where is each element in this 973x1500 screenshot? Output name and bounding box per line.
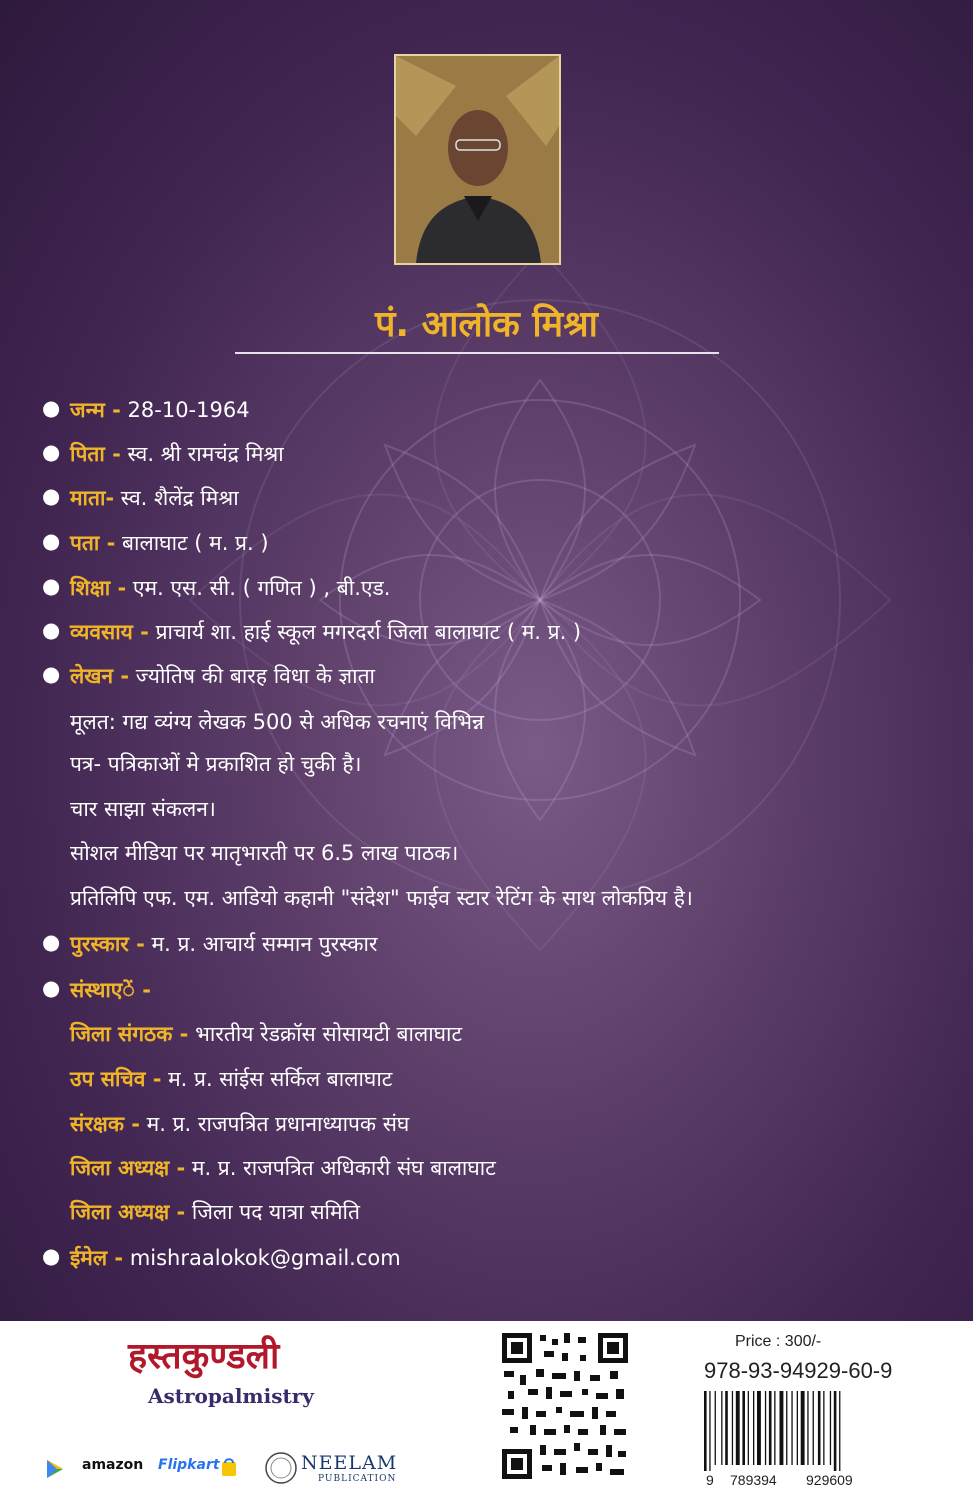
bullet-icon: ● [42,574,61,598]
institution-label: संरक्षक - [70,1112,140,1136]
barcode-bar [797,1391,798,1465]
writing-line: पत्र- पत्रिकाओं मे प्रकाशित हो चुकी है। [70,752,362,776]
barcode-digits-left: 789394 [730,1472,777,1488]
bio-label: लेखन - [70,664,130,688]
bio-item-institutions [42,976,151,1004]
barcode-bar [742,1391,745,1465]
bio-value: 28-10-1964 [120,398,250,422]
barcode-bar [732,1391,733,1465]
bio-item-birth [42,396,250,424]
barcode-bar [725,1391,728,1465]
bio-value: बालाघाट ( म. प्र. ) [115,531,269,555]
barcode-bar [704,1391,707,1471]
barcode-bar [709,1391,710,1471]
bullet-icon: ● [42,484,61,508]
price-label: Price : 300/- [735,1333,822,1350]
barcode-bar [830,1391,831,1465]
bio-label: पिता - [70,442,121,466]
barcode-bar [769,1391,772,1465]
bio-item-award [42,930,378,958]
bullet-icon: ● [42,529,61,553]
play-store-icon [46,1459,64,1479]
divider [235,352,719,354]
institution-value: जिला पद यात्रा समिति [185,1200,360,1224]
amazon-logo: amazon [82,1457,144,1473]
barcode-bar [753,1391,754,1465]
institution-label: जिला संगठक - [70,1022,189,1046]
flipkart-bag-icon [221,1457,237,1477]
barcode-bar [813,1391,814,1465]
institution-value: म. प्र. सांईस सर्किल बालाघाट [161,1067,393,1091]
barcode-bar [807,1391,808,1465]
barcode-digits-right: 929609 [806,1472,853,1488]
bio-label: माता- [70,486,115,510]
bio-item-father [42,440,284,468]
bio-label: पुरस्कार - [70,932,145,956]
barcode-bar [780,1391,784,1465]
barcode-bar [721,1391,722,1465]
bio-value: स्व. शैलेंद्र मिश्रा [114,486,239,510]
bio-label: व्यवसाय - [70,620,149,644]
institution-item [70,1198,360,1226]
bio-value: एम. एस. सी. ( गणित ) , बी.एड. [126,576,391,600]
bullet-icon: ● [42,976,61,1000]
bio-label: पता - [70,531,116,555]
barcode-bar [715,1391,716,1465]
barcode-bar [757,1391,761,1465]
institution-value: म. प्र. राजपत्रित अधिकारी संघ बालाघाट [185,1156,496,1180]
institution-label: उप सचिव - [70,1067,162,1091]
institution-value: म. प्र. राजपत्रित प्रधानाध्यापक संघ [140,1112,410,1136]
barcode-bar [786,1391,787,1465]
institution-item [70,1154,496,1182]
bio-item-occupation [42,618,582,646]
barcode-bar [748,1391,749,1465]
barcode-bar [818,1391,821,1465]
barcode-bar [839,1391,840,1471]
institution-label: जिला अध्यक्ष - [70,1200,186,1224]
barcode-bar [736,1391,740,1465]
bio-label: जन्म - [70,398,121,422]
bullet-icon: ● [42,930,61,954]
email-value[interactable]: mishraalokok@gmail.com [123,1246,401,1270]
barcode-bar [823,1391,824,1465]
barcode-bar [791,1391,792,1465]
qr-code [500,1331,630,1481]
flipkart-logo: Flipkart [158,1457,220,1473]
writing-line: चार साझा संकलन। [70,797,216,821]
bio-item-writing [42,662,375,690]
institution-item [70,1110,409,1138]
institution-value: भारतीय रेडक्रॉस सोसायटी बालाघाट [188,1022,463,1046]
bio-label: शिक्षा - [70,576,127,600]
barcode-bar [765,1391,766,1465]
isbn-label: 978-93-94929-60-9 [704,1358,893,1383]
institution-item [70,1020,462,1048]
author-name: पं. आलोक मिश्रा [374,304,599,345]
bio-value: प्राचार्य शा. हाई स्कूल मगरदर्रा जिला बालाघाट ( म. प्र. ) [148,620,582,644]
bio-item-address [42,529,269,557]
bullet-icon: ● [42,662,61,686]
neelam-seal-icon [264,1451,298,1485]
bio-value: ज्योतिष की बारह विधा के ज्ञाता [129,664,375,688]
bio-item-education [42,574,391,602]
author-portrait-illustration [396,56,559,263]
institution-item [70,1065,392,1093]
barcode-bar [801,1391,805,1465]
barcode-bar [774,1391,775,1465]
writing-line: प्रतिलिपि एफ. एम. आडियो कहानी "संदेश" फाईव स्टार रेटिंग के साथ लोकप्रिय है। [70,886,693,910]
bullet-icon: ● [42,440,61,464]
book-title-logo: हस्तकुण्डली [128,1335,280,1377]
barcode-bar [834,1391,837,1471]
writing-line: सोशल मीडिया पर मातृभारती पर 6.5 लाख पाठक। [70,841,459,865]
bullet-icon: ● [42,396,61,420]
bio-item-email [42,1244,401,1272]
bullet-icon: ● [42,1244,61,1268]
bio-label: ईमेल - [70,1246,124,1270]
institution-label: जिला अध्यक्ष - [70,1156,186,1180]
bullet-icon: ● [42,618,61,642]
barcode-digit: 9 [706,1472,714,1488]
bio-value: स्व. श्री रामचंद्र मिश्रा [120,442,284,466]
publisher-sub: PUBLICATION [318,1474,397,1484]
bio-value: म. प्र. आचार्य सम्मान पुरस्कार [144,932,378,956]
isbn-barcode [700,1391,880,1471]
author-photo [394,54,561,265]
publisher-name: NEELAM [301,1452,398,1474]
bio-item-mother [42,484,239,512]
book-subtitle: Astropalmistry [148,1384,314,1408]
writing-line: मूलत: गद्य व्यंग्य लेखक 500 से अधिक रचनाएं विभिन्न [70,710,485,734]
bio-label: संस्थाएें - [70,978,151,1002]
